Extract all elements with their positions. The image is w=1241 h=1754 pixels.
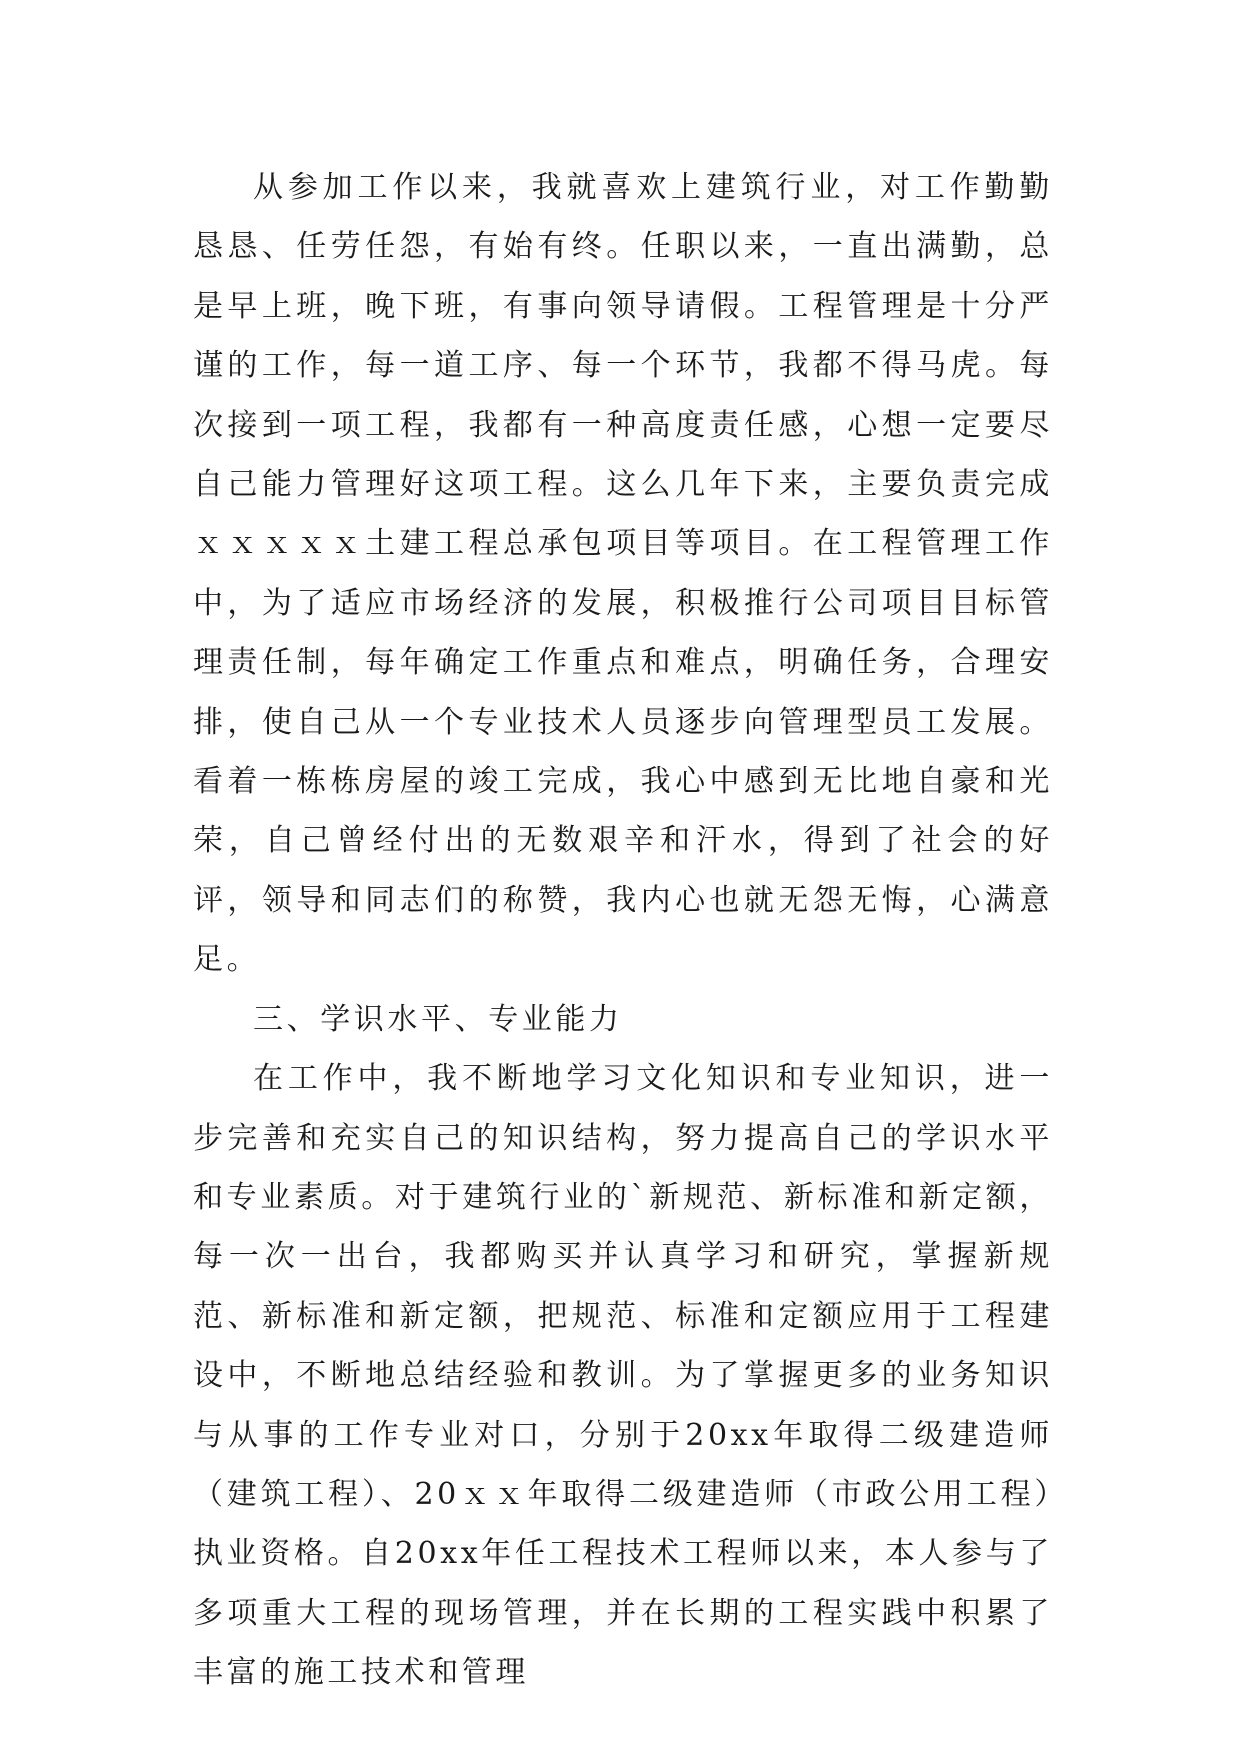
paragraph-work-attitude: 从参加工作以来，我就喜欢上建筑行业，对工作勤勤恳恳、任劳任怨，有始有终。任职以来，一直出满勤，总是早上班，晚下班，有事向领导请假。工程管理是十分严谨的工作，每一道工序、每一个环节，我都不得马虎。每次接到一项工程，我都有一种高度责任感，心想一定要尽自己能力管理好这项工程。这么几年下来，主要负责完成ｘｘｘｘｘ土建工程总承包项目等项目。在工程管理工作中，为了适应市场经济的发展，积极推行公司项目目标管理责任制，每年确定工作重点和难点，明确任务，合理安排，使自己从一个专业技术人员逐步向管理型员工发展。看着一栋栋房屋的竣工完成，我心中感到无比地自豪和光荣，自己曾经付出的无数艰辛和汗水，得到了社会的好评，领导和同志们的称赞，我内心也就无怨无悔，心满意足。 xyxy=(193,170,1053,978)
paragraph-knowledge: 在工作中，我不断地学习文化知识和专业知识，进一步完善和充实自己的知识结构，努力提高自己的学识水平和专业素质。对于建筑行业的`新规范、新标准和新定额，每一次一出台，我都购买并认真学习和研究，掌握新规范、新标准和新定额，把规范、标准和定额应用于工程建设中，不断地总结经验和教训。为了掌握更多的业务知识与从事的工作专业对口，分别于20xx年取得二级建造师（建筑工程）、20ｘｘ年取得二级建造师（市政公用工程）执业资格。自20xx年任工程技术工程师以来，本人参与了多项重大工程的现场管理，并在长期的工程实践中积累了丰富的施工技术和管理 xyxy=(193,1061,1053,1691)
section-heading: 三、学识水平、专业能力 xyxy=(253,1001,623,1037)
document-body xyxy=(193,158,1053,1703)
